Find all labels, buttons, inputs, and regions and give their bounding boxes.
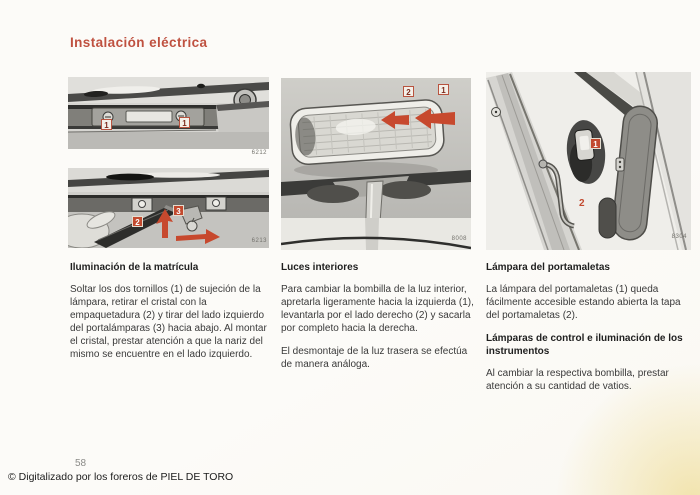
section-heading-luces: Luces interiores [281,262,359,273]
callout-1-trunk-lamp: 1 [590,138,601,149]
page-number: 58 [75,458,87,469]
callout-3-bulb-holder: 3 [173,205,184,216]
lens-removal-photo-illustration [68,168,269,248]
figure-trunk-lamp [486,72,691,250]
figure-number: 8304 [671,234,687,240]
figure-license-plate-light [68,77,269,156]
figure-number: 8008 [451,236,467,242]
figure-number: 6213 [251,238,267,244]
figure-lens-removal [68,168,269,248]
page-title: Instalación eléctrica [70,35,208,50]
trunk-lamp-photo-illustration [486,72,691,250]
interior-light-photo-illustration [281,78,471,250]
callout-2-lens: 2 [132,216,143,227]
section-heading-lamparas-control: Lámparas de control e iluminación de los instrumentos [486,333,683,357]
section-paragraph: Soltar los dos tornillos (1) de sujeción de la lámpara, retirar el cristal con la empaquetadura (2) y tirar del lado izquierdo del portalámparas (3) hacia abajo. Al montar el cristal, prestar atención a que la nariz del mismo se encuentre en el lado izquierdo. [70,284,267,360]
license-plate-photo-illustration [68,77,269,149]
section-paragraph: Para cambiar la bombilla de la luz interior, apretarla ligeramente hacia la izquierda (1), levantarla por el lado derecho (2) y sacarla por completo hacia la derecha. [281,284,474,334]
section-heading-matricula: Iluminación de la matrícula [70,262,199,273]
section-paragraph: Al cambiar la respectiva bombilla, prestar atención a su cantidad de vatios. [486,368,669,392]
callout-1-screw-right: 1 [179,117,190,128]
copyright-note: © Digitalizado por los foreros de PIEL DE TORO [8,471,234,483]
section-matricula [70,261,267,371]
section-portamaletas [486,261,688,403]
section-luces-interiores [281,261,477,381]
callout-1-screw-left: 1 [101,119,112,130]
figure-interior-light [281,78,471,250]
section-heading-portamaletas: Lámpara del portamaletas [486,262,610,273]
figure-number: 6212 [251,150,267,156]
callout-2-lift-right: 2 [403,86,414,97]
section-paragraph: La lámpara del portamaletas (1) queda fácilmente accesible estando abierta la tapa del portamaletas (2). [486,284,681,321]
section-paragraph: El desmontaje de la luz trasera se efectúa de manera análoga. [281,346,468,370]
callout-1-press-left: 1 [438,84,449,95]
callout-2-trunk-lid: 2 [579,198,585,209]
